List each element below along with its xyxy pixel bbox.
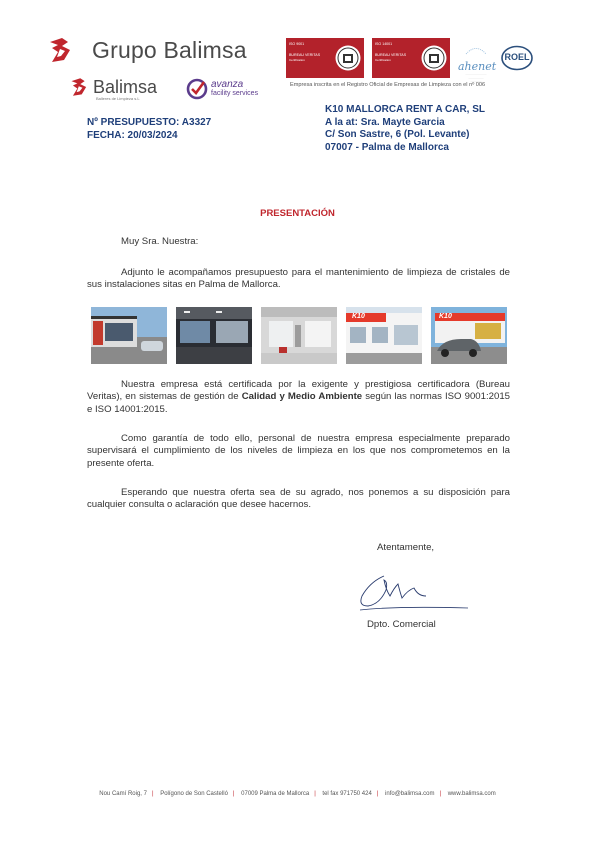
k10-sign-label: K10 <box>352 313 365 320</box>
roel-logo <box>500 45 534 71</box>
department-signoff: Dpto. Comercial <box>367 619 436 630</box>
iso-9001-certification-badge <box>286 38 364 78</box>
cert1-body: BUREAU VERITAS <box>289 53 321 57</box>
avanza-sub: facility services <box>211 90 259 97</box>
registry-note: Empresa inscrita en el Registro Oficial de Empresas de Limpieza con el nº 006 <box>290 82 486 88</box>
photo-office-exterior <box>91 307 167 364</box>
p2-text-after: según las normas ISO 9001:2015 e ISO 14001:2015. <box>87 391 510 415</box>
brand-name: Balimsa <box>93 76 158 97</box>
avanza-check-icon <box>186 78 208 100</box>
brand-tagline: Balleres de Limpieza s.L <box>96 96 140 101</box>
avanza-name: avanza <box>211 79 244 90</box>
bureau-veritas-seal-icon <box>334 44 362 72</box>
avanza-logo <box>186 78 258 100</box>
photo-interior <box>176 307 252 364</box>
recipient-address <box>325 104 485 154</box>
footer-estate: Polígono de Son Castelló <box>160 791 228 797</box>
photo-k10-building <box>346 307 422 364</box>
group-name: Grupo Balimsa <box>92 36 247 63</box>
recipient-company: K10 MALLORCA RENT A CAR, SL <box>325 104 485 115</box>
footer-web: www.balimsa.com <box>447 791 496 797</box>
handwritten-signature <box>356 566 468 616</box>
p2-text-bold: Calidad y Medio Ambiente <box>241 391 363 403</box>
letter-paragraph-3: Como garantía de todo ello, personal de nuestra empresa especialmente preparado supervisará el cumplimiento de los niveles de limpieza en los que nos comprometemos en la presente oferta. <box>87 433 510 469</box>
ahenet-name: ahenet <box>458 60 497 73</box>
budget-date: FECHA: 20/03/2024 <box>87 129 178 141</box>
ahenet-arc-icon <box>465 46 487 55</box>
letter-greeting: Muy Sra. Nuestra: <box>121 236 199 247</box>
balimsa-b-small-icon <box>70 76 92 98</box>
cert1-type: Certification <box>289 58 305 62</box>
recipient-city: 07007 - Palma de Mallorca <box>325 141 449 153</box>
grupo-balimsa-logo <box>48 36 247 64</box>
footer-city: 07009 Palma de Mallorca <box>241 791 310 797</box>
letter-closing: Atentamente, <box>377 542 435 553</box>
photo-k10-office-car <box>431 307 507 364</box>
balimsa-b-logo-icon <box>48 36 78 64</box>
office-exterior-image <box>91 307 167 364</box>
photo-hallway <box>261 307 337 364</box>
letter-paragraph-2 <box>87 379 510 416</box>
recipient-attention: A la at: Sra. Mayte Garcia <box>325 116 445 128</box>
cert2-code: ISO 14001 <box>375 42 393 46</box>
ahenet-logo: ahenet ····················· ··············· ··········· <box>458 42 494 84</box>
installation-photos <box>91 307 507 364</box>
letter-title: PRESENTACIÓN <box>260 208 335 219</box>
page-footer: Nou Camí Roig, 7 | Polígono de Son Castelló | 07009 Palma de Mallorca | tel fax 971750 424 | info@balimsa.com | www.balimsa.com <box>99 791 496 797</box>
cert1-code: ISO 9001 <box>289 42 305 46</box>
cert2-type: Certification <box>375 58 391 62</box>
budget-number: Nº PRESUPUESTO: A3327 <box>87 117 212 128</box>
letter-paragraph-1: Adjunto le acompañamos presupuesto para el mantenimiento de limpieza de cristales de sus instalaciones sitas en Palma de Mallorca. <box>87 267 510 291</box>
iso-14001-certification-badge <box>372 38 450 78</box>
interior-image <box>176 307 252 364</box>
cert2-body: BUREAU VERITAS <box>375 53 407 57</box>
footer-email: info@balimsa.com <box>385 791 435 797</box>
k10-sign-label: K10 <box>439 313 452 320</box>
hallway-image <box>261 307 337 364</box>
roel-name: ROEL <box>504 52 530 62</box>
recipient-street: C/ Son Sastre, 6 (Pol. Levante) <box>325 129 470 140</box>
balimsa-logo <box>70 76 157 101</box>
bureau-veritas-seal-icon <box>420 44 448 72</box>
letter-paragraph-4: Esperando que nuestra oferta sea de su agrado, nos ponemos a su disposición para cualquier consulta o aclaración que desee hacernos. <box>87 487 510 511</box>
footer-phone: tel fax 971750 424 <box>322 791 372 797</box>
p2-text-before: Nuestra empresa está certificada por la exigente y prestigiosa certificadora (Bureau Veritas), en sistemas de gestión de <box>87 379 510 403</box>
budget-info <box>87 117 211 142</box>
footer-address: Nou Camí Roig, 7 <box>99 791 147 797</box>
